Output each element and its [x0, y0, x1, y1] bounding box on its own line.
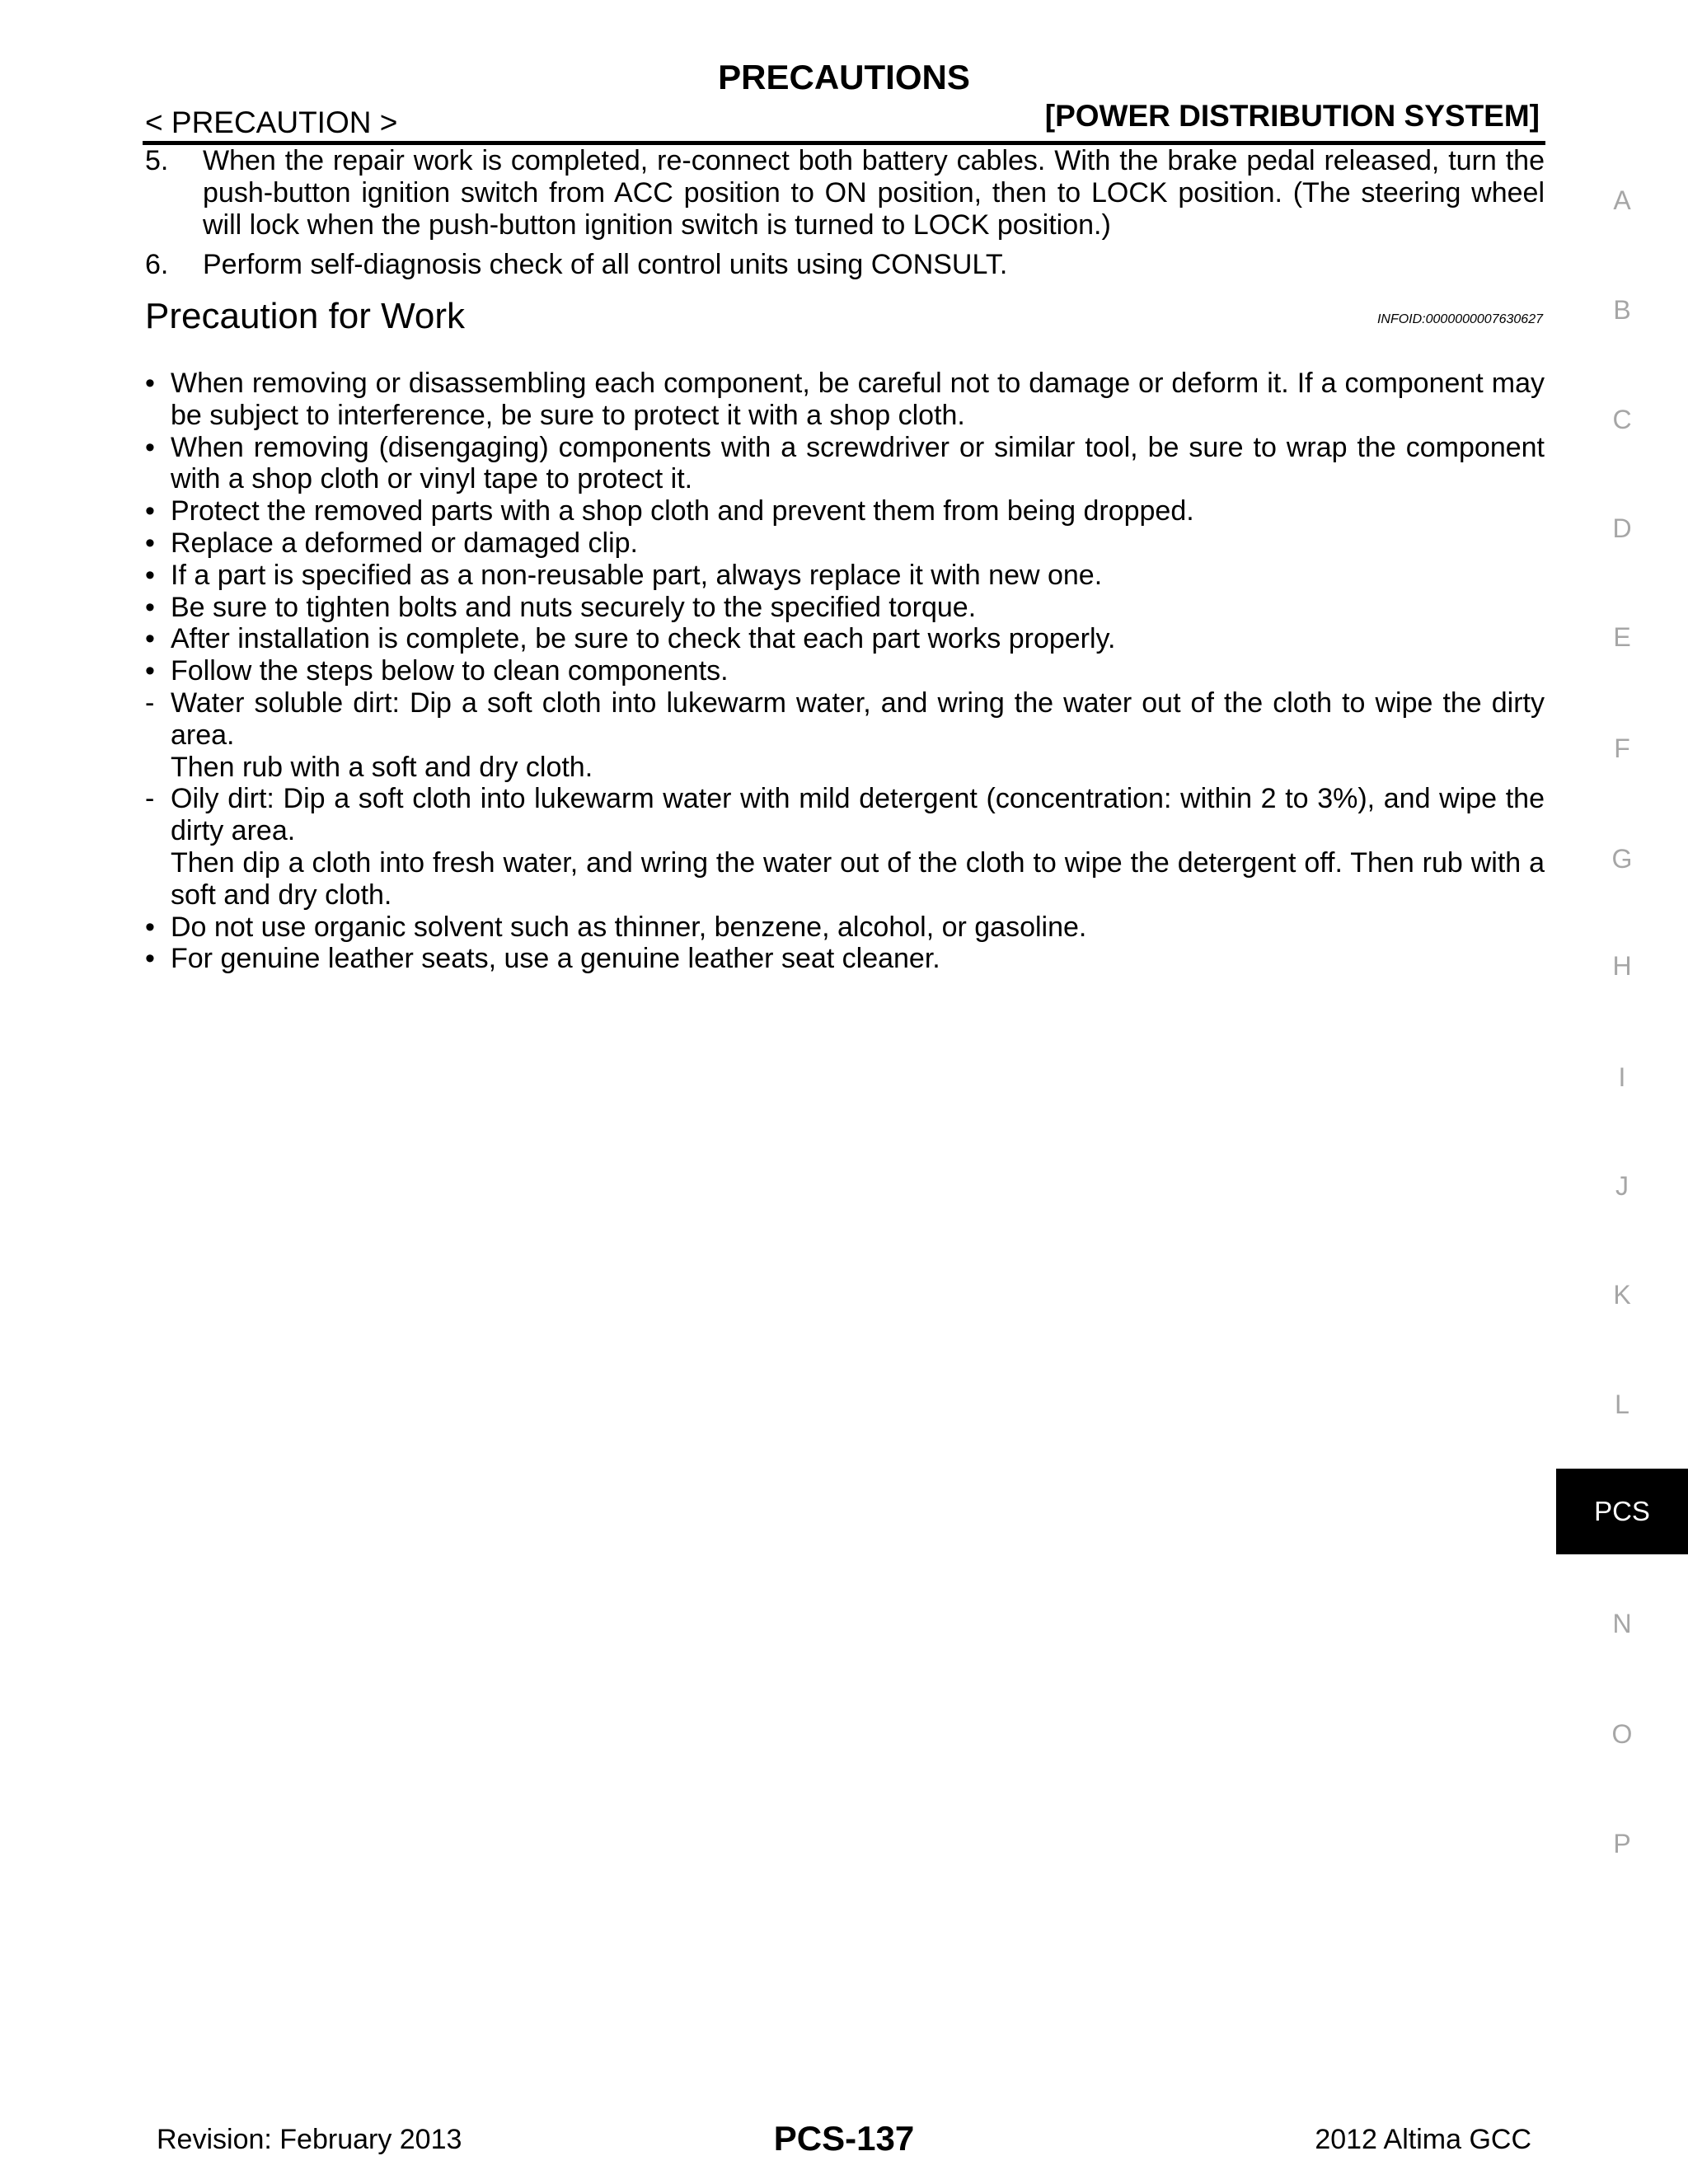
index-tab-k[interactable]: K — [1613, 1280, 1631, 1310]
index-tab-i[interactable]: I — [1618, 1062, 1626, 1092]
content — [145, 145, 1545, 975]
list-item-text: When removing or disassembling each component, be careful not to damage or deform it. If a component may be subject to interference, be sure to protect it with a shop cloth. — [171, 368, 1545, 431]
step-list — [145, 145, 1545, 281]
list-item-text: Then dip a cloth into fresh water, and wring the water out of the cloth to wipe the detergent off. Then rub with a soft and dry cloth. — [171, 846, 1545, 911]
list-item — [145, 560, 1545, 592]
list-item — [145, 687, 1545, 783]
step-item — [145, 145, 1545, 241]
index-tab-d[interactable]: D — [1612, 513, 1632, 543]
precaution-list — [145, 368, 1545, 975]
list-item-text: Then rub with a soft and dry cloth. — [171, 751, 593, 783]
list-item-text: After installation is complete, be sure to check that each part works properly. — [171, 623, 1116, 655]
list-item-text: Do not use organic solvent such as thinner, benzene, alcohol, or gasoline. — [171, 911, 1087, 943]
list-item — [145, 432, 1545, 496]
step-text: When the repair work is completed, re-connect both battery cables. With the brake pedal released, turn the push-button ignition switch from ACC position to ON position, then to LOCK position. (The steering wheel will lock when the push-button ignition switch is turned to LOCK position.) — [203, 145, 1545, 241]
index-tab-a[interactable]: A — [1613, 185, 1631, 215]
bullet-mark: • — [145, 431, 155, 463]
index-tab-f[interactable]: F — [1614, 733, 1630, 763]
info-id: INFOID:0000000007630627 — [1376, 312, 1543, 326]
index-tab-pcs-active[interactable]: PCS — [1556, 1469, 1688, 1554]
list-item — [145, 592, 1545, 624]
list-item — [145, 912, 1545, 944]
index-tab-g[interactable]: G — [1611, 844, 1633, 874]
list-item-text: Be sure to tighten bolts and nuts securely to the specified torque. — [171, 591, 977, 623]
bullet-mark: • — [145, 623, 155, 655]
revision-date: Revision: February 2013 — [157, 2124, 462, 2155]
list-item-text: For genuine leather seats, use a genuine leather seat cleaner. — [171, 943, 940, 975]
list-item — [145, 368, 1545, 432]
list-item — [145, 527, 1545, 560]
page-number: PCS-137 — [773, 2119, 915, 2158]
list-item — [145, 943, 1545, 975]
step-number: 5. — [145, 145, 169, 176]
bullet-mark: • — [145, 527, 155, 559]
list-item-text: Oily dirt: Dip a soft cloth into lukewarm water with mild detergent (concentration: within 2 to 3%), and wipe the dirty area. — [171, 783, 1545, 847]
page-title: PRECAUTIONS — [718, 58, 970, 96]
index-tab-l[interactable]: L — [1615, 1390, 1629, 1419]
bullet-mark: • — [145, 559, 155, 591]
index-tab-j[interactable]: J — [1615, 1171, 1629, 1201]
bullet-mark: • — [145, 655, 155, 687]
bullet-mark: • — [145, 368, 155, 399]
section-title: Precaution for Work — [145, 296, 466, 336]
list-item-text: Follow the steps below to clean components. — [171, 655, 729, 687]
list-item — [145, 623, 1545, 655]
list-item-text: Replace a deformed or damaged clip. — [171, 527, 638, 559]
section-heading — [145, 288, 1545, 358]
dash-mark: - — [145, 783, 155, 815]
bullet-mark: • — [145, 495, 155, 527]
dash-mark: - — [145, 687, 155, 719]
index-tab-e[interactable]: E — [1613, 622, 1631, 652]
bullet-mark: • — [145, 591, 155, 623]
list-item-text: When removing (disengaging) components with a screwdriver or similar tool, be sure to wrap the component with a shop cloth or vinyl tape to protect it. — [171, 431, 1545, 495]
index-tab-b[interactable]: B — [1613, 295, 1631, 325]
bullet-mark: • — [145, 943, 155, 975]
index-tab-o[interactable]: O — [1611, 1719, 1633, 1749]
system-label: [POWER DISTRIBUTION SYSTEM] — [1044, 99, 1540, 133]
chapter-label: < PRECAUTION > — [145, 105, 398, 139]
list-item — [145, 495, 1545, 527]
index-tab-h[interactable]: H — [1612, 951, 1632, 981]
index-tab-n[interactable]: N — [1612, 1609, 1632, 1638]
list-item — [145, 655, 1545, 687]
step-item — [145, 249, 1545, 281]
vehicle-model: 2012 Altima GCC — [1315, 2124, 1531, 2155]
list-item — [145, 783, 1545, 911]
index-tab-p[interactable]: P — [1613, 1829, 1631, 1858]
index-tab-c[interactable]: C — [1612, 405, 1632, 434]
bullet-mark: • — [145, 911, 155, 943]
list-item-text: Protect the removed parts with a shop cloth and prevent them from being dropped. — [171, 495, 1194, 527]
list-item-text: Water soluble dirt: Dip a soft cloth into lukewarm water, and wring the water out of the cloth to wipe the dirty area. — [171, 687, 1545, 751]
step-number: 6. — [145, 249, 169, 280]
list-item-text: If a part is specified as a non-reusable part, always replace it with new one. — [171, 559, 1103, 591]
step-text: Perform self-diagnosis check of all control units using CONSULT. — [203, 249, 1008, 280]
